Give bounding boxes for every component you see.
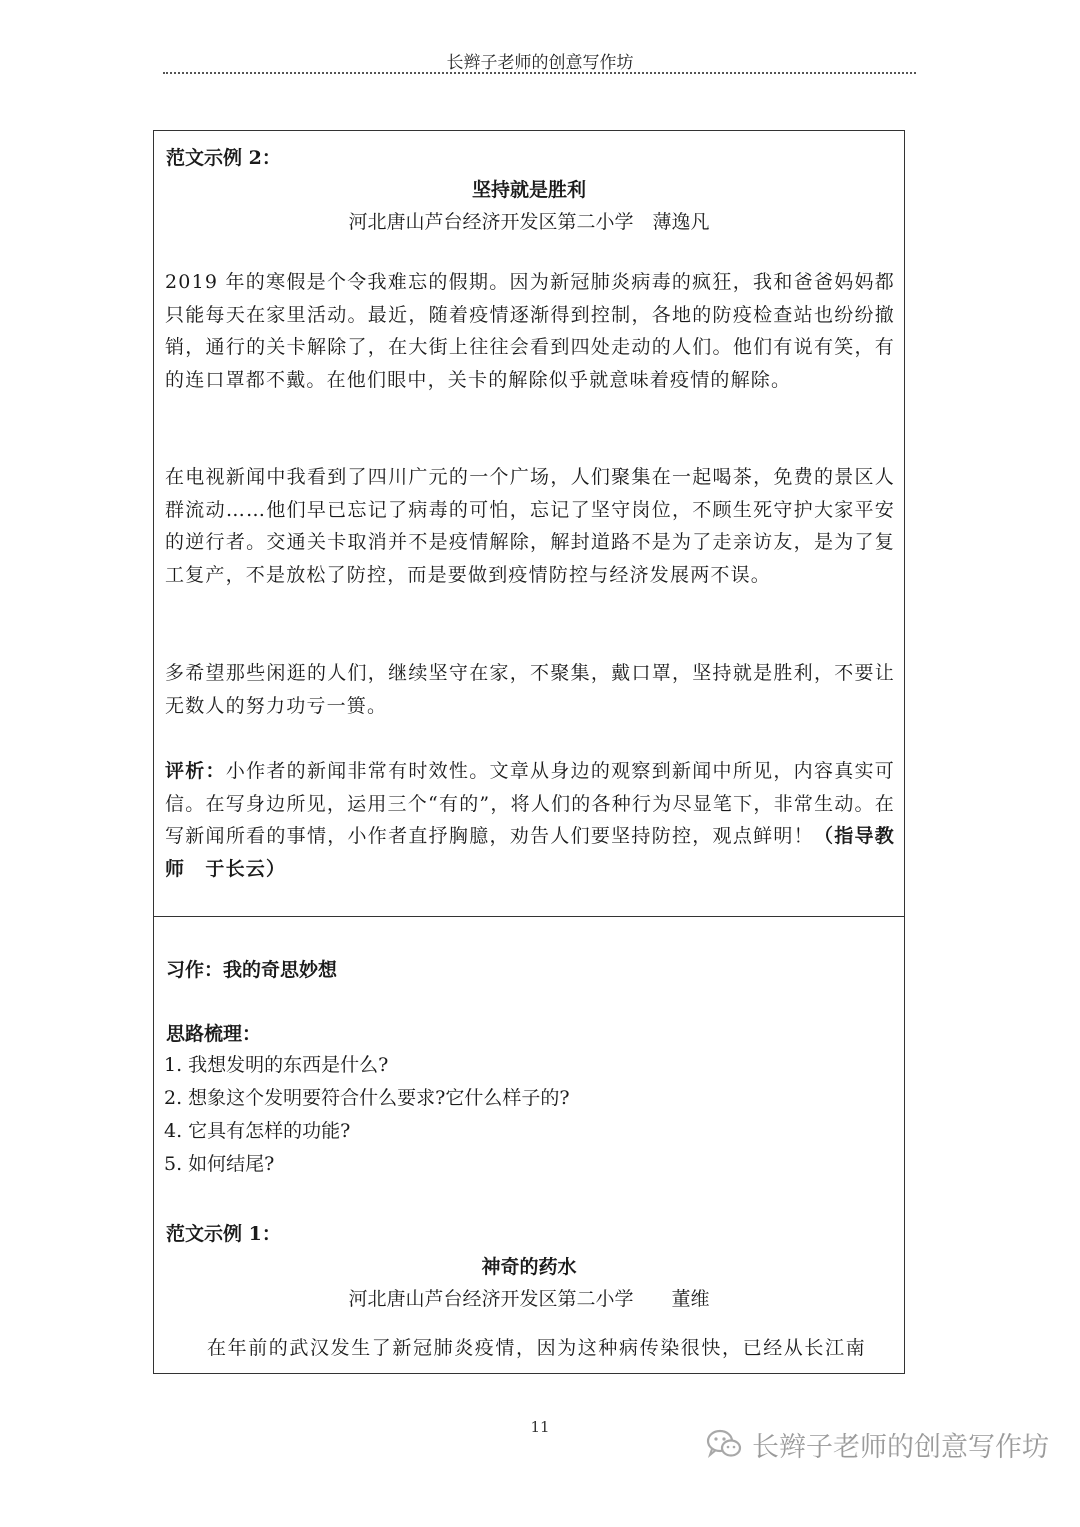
outline-item: 5. 如何结尾?	[164, 1153, 275, 1175]
comment-text: 小作者的新闻非常有时效性。文章从身边的观察到新闻中所见，内容真实可信。在写身边所见，运用三个“有的”，将人们的各种行为尽显笔下，非常生动。在写新闻所看的事情，小作者直抒胸臆，劝告人们要坚持防控，观点鲜明！	[165, 760, 895, 847]
watermark-text: 长辫子老师的创意写作坊	[752, 1431, 1049, 1463]
example1-label: 范文示例 1：	[166, 1223, 281, 1245]
example2-section	[154, 131, 904, 916]
outline-item: 4. 它具有怎样的功能?	[164, 1120, 351, 1142]
document-table	[153, 130, 905, 1374]
example1-title: 神奇的药水	[481, 1256, 577, 1278]
example1-first-line: 在年前的武汉发生了新冠肺炎疫情，因为这种病传染很快，已经从长江南	[207, 1337, 867, 1359]
example2-title: 坚持就是胜利	[471, 179, 586, 201]
exercise-title: 习作：我的奇思妙想	[166, 959, 338, 981]
page-header-title: 长辫子老师的创意写作坊	[446, 53, 634, 73]
example1-author: 河北唐山芦台经济开发区第二小学 董维	[348, 1288, 710, 1310]
example2-author: 河北唐山芦台经济开发区第二小学 薄逸凡	[348, 211, 710, 233]
example2-paragraph-2: 在电视新闻中我看到了四川广元的一个广场，人们聚集在一起喝茶，免费的景区人群流动……他们早已忘记了病毒的可怕，忘记了坚守岗位，不顾生死守护大家平安的逆行者。交通关卡取消并不是疫情解除，解封道路不是为了走亲访友，是为了复工复产，不是放松了防控，而是要做到疫情防控与经济发展两不误。	[165, 466, 895, 586]
example2-paragraph-3: 多希望那些闲逛的人们，继续坚守在家，不聚集，戴口罩，坚持就是胜利，不要让无数人的努力功亏一篑。	[165, 662, 895, 717]
outline-label: 思路梳理：	[166, 1023, 262, 1045]
outline-item: 2. 想象这个发明要符合什么要求?它什么样子的?	[164, 1087, 570, 1109]
example2-paragraph-1: 2019 年的寒假是个令我难忘的假期。因为新冠肺炎病毒的疯狂，我和爸爸妈妈都只能每天在家里活动。最近，随着疫情逐渐得到控制，各地的防疫检查站也纷纷撤销，通行的关卡解除了，在大街上往往会看到四处走动的人们。他们有说有笑，有的连口罩都不戴。在他们眼中，关卡的解除似乎就意味着疫情的解除。	[165, 271, 895, 391]
outline-list	[164, 1049, 570, 1181]
exercise-section	[154, 917, 904, 1373]
comment-label: 评析：	[165, 760, 226, 782]
page-number: 11	[530, 1418, 550, 1436]
wechat-icon	[706, 1429, 742, 1459]
example2-comment	[165, 755, 895, 885]
watermark	[706, 1424, 1049, 1464]
outline-item: 1. 我想发明的东西是什么?	[164, 1054, 389, 1076]
header-divider	[163, 72, 916, 74]
teacher-credit: （指导教师 于长云）	[165, 825, 895, 880]
example2-label: 范文示例 2：	[166, 147, 281, 169]
